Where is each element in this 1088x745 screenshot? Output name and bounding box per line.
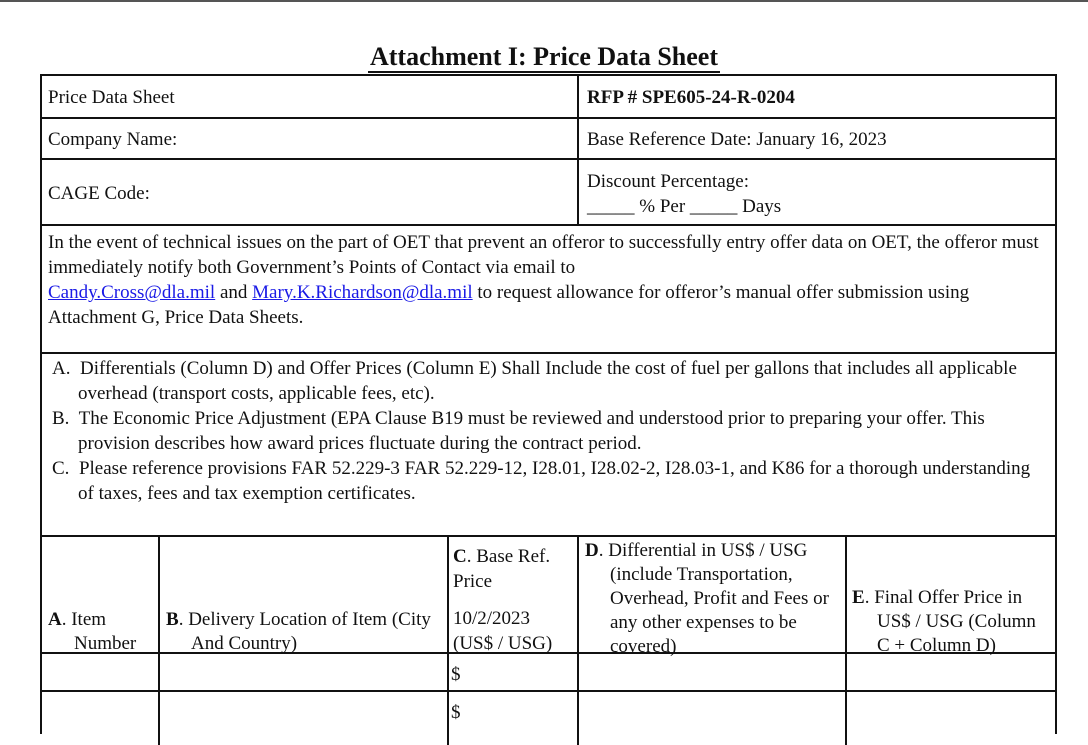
discount-terms: _____ % Per _____ Days <box>587 196 782 217</box>
base-price-date: 10/2/2023 <box>453 608 531 629</box>
company-name-field[interactable]: Company Name: <box>48 129 178 150</box>
page-title-text: Attachment I: Price Data Sheet <box>369 42 718 71</box>
instructions-list <box>50 356 1050 506</box>
notice-and: and <box>215 282 253 303</box>
differential-input[interactable] <box>581 692 843 722</box>
base-price-unit: (US$ / USG) <box>453 633 553 654</box>
discount-percentage-field[interactable] <box>587 169 1047 219</box>
column-letter: C <box>453 546 467 567</box>
column-letter: D <box>585 540 599 561</box>
instruction-item <box>50 456 1050 506</box>
differential-input[interactable] <box>581 654 843 690</box>
page-title <box>0 42 1088 72</box>
divider <box>577 535 579 745</box>
instruction-text: Please reference provisions FAR 52.229-3 FAR 52.229-12, I28.01, I28.02-2, I28.03-1, and K86 for a thorough understanding of taxes, fees and tax exemption certificates. <box>78 458 1031 504</box>
divider <box>158 535 160 745</box>
column-letter: A <box>48 609 62 630</box>
notice-text-after: to request allowance for offeror’s manual offer submission using Attachment G, Price Data Sheets. <box>48 282 970 328</box>
column-label: . Base Ref. Price <box>453 546 551 592</box>
email-link-mary-richardson[interactable]: Mary.K.Richardson@dla.mil <box>252 282 473 303</box>
instruction-text: Differentials (Column D) and Offer Prices (Column E) Shall Include the cost of fuel per gallons that includes all applicable overhead (transport costs, applicable fees, etc). <box>78 358 1017 404</box>
instruction-marker: B. <box>52 408 70 429</box>
column-letter: E <box>852 587 865 608</box>
column-header-item-number <box>48 608 156 656</box>
delivery-location-input[interactable] <box>162 692 446 722</box>
column-label: . Delivery Location of Item (City And Country) <box>178 609 431 654</box>
instruction-item <box>50 356 1050 406</box>
base-price-input[interactable]: $ <box>451 664 461 685</box>
column-label: . Differential in US$ / USG (include Transportation, Overhead, Profit and Fees or any other expenses to be covered) <box>598 540 829 657</box>
column-header-base-ref-price <box>453 544 577 656</box>
price-data-sheet-label: Price Data Sheet <box>48 87 175 108</box>
column-label: . Final Offer Price in US$ / USG (Column C + Column D) <box>864 587 1036 656</box>
delivery-location-input[interactable] <box>162 654 446 690</box>
column-label: . Item Number <box>61 609 137 654</box>
item-number-input[interactable] <box>46 654 156 690</box>
window-top-border <box>0 0 1088 2</box>
divider <box>42 117 1055 119</box>
column-header-final-offer-price <box>852 586 1052 658</box>
base-price-input[interactable]: $ <box>451 702 461 723</box>
divider <box>42 158 1055 160</box>
divider <box>845 535 847 745</box>
column-header-differential <box>585 539 841 659</box>
rfp-number: RFP # SPE605-24-R-0204 <box>587 87 795 108</box>
notice-text: In the event of technical issues on the part of OET that prevent an offeror to successfully entry offer data on OET, the offeror must immediately notify both Government’s Points of Contact via email to <box>48 232 1039 278</box>
instruction-marker: C. <box>52 458 70 479</box>
base-reference-date: Base Reference Date: January 16, 2023 <box>587 129 887 150</box>
price-data-sheet-table <box>40 74 1057 734</box>
divider <box>42 224 1055 226</box>
discount-label: Discount Percentage: <box>587 171 749 192</box>
column-header-delivery-location <box>166 608 444 656</box>
technical-issues-notice <box>48 230 1051 330</box>
instruction-marker: A. <box>52 358 71 379</box>
instruction-text: The Economic Price Adjustment (EPA Clause B19 must be reviewed and understood prior to preparing your offer. This provision describes how award prices fluctuate during the contract period. <box>78 408 985 454</box>
divider <box>577 76 579 226</box>
divider <box>42 535 1055 537</box>
cage-code-field[interactable]: CAGE Code: <box>48 183 150 204</box>
column-letter: B <box>166 609 179 630</box>
item-number-input[interactable] <box>46 692 156 722</box>
divider <box>42 352 1055 354</box>
final-offer-price-input[interactable] <box>849 692 1053 722</box>
divider <box>447 535 449 745</box>
instruction-item <box>50 406 1050 456</box>
email-link-candy-cross[interactable]: Candy.Cross@dla.mil <box>48 282 216 303</box>
final-offer-price-input[interactable] <box>849 654 1053 690</box>
